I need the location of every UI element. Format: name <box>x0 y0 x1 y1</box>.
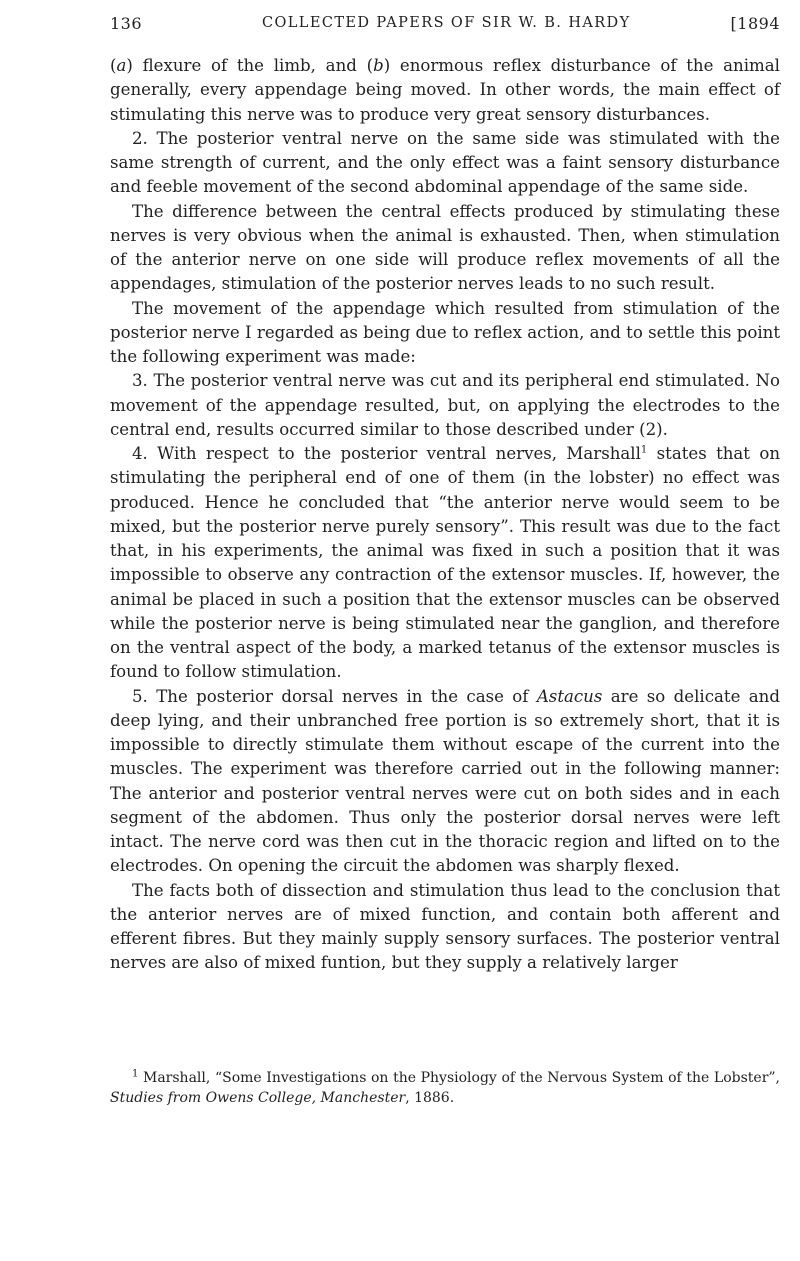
running-header <box>110 14 780 40</box>
year-marker: [1894 <box>730 14 780 33</box>
paragraph: 4. With respect to the posterior ventral nerves, Marshall$^1$ states that on stimulating the peripheral end of one of them (in the lobster) no effect was produced. Hence he concluded that “the anterior nerve would seem to be mixed, but the posterior nerve purely sensory”. This result was due to the fact that, in his experiments, the animal was fixed in such a position that it was impossible to observe any contraction of the extensor muscles. If, however, the animal be placed in such a position that the extensor muscles can be observed while the posterior nerve is being stimulated near the ganglion, and therefore on the ventral aspect of the body, a marked tetanus of the extensor muscles is found to follow stimulation. <box>110 444 781 682</box>
paragraph: 3. The posterior ventral nerve was cut and its peripheral end stimulated. No movement of the appendage resulted, but, on applying the electrodes to the central end, results occurred similar to those described under (2). <box>110 371 780 439</box>
page-number: 136 <box>110 14 143 33</box>
paragraph: The difference between the central effects produced by stimulating these nerves is very obvious when the animal is exhausted. Then, when stimulation of the anterior nerve on one side will produce reflex movements of all the appendages, stimulation of the posterior nerves leads to no such result. <box>110 201 780 294</box>
footnote-marker: 1 <box>132 1068 139 1080</box>
paragraph: The facts both of dissection and stimulation thus lead to the conclusion that the anterior nerves are of mixed function, and contain both afferent and efferent fibres. But they mainly supply sensory surfaces. The posterior ventral nerves are also of mixed funtion, but they supply a relatively larger <box>110 880 780 973</box>
italic-text: Studies from Owens College, Manchester <box>110 1090 406 1106</box>
running-title: COLLECTED PAPERS OF SIR W. B. HARDY <box>262 15 631 31</box>
footnote-text: $^1$ Marshall, “Some Investigations on the Physiology of the Nervous System of the Lobster”, Studies from Owens College, Manchester, 1886. <box>110 1068 780 1106</box>
paragraph: 5. The posterior dorsal nerves in the case of Astacus are so delicate and deep lying, and their unbranched free portion is so extremely short, that it is impossible to directly stimulate them without escape of the current into the muscles. The experiment was therefore carried out in the following manner: The anterior and posterior ventral nerves were cut on both sides and in each segment of the abdomen. Thus only the posterior dorsal nerves were left intact. The nerve cord was then cut in the thoracic region and lifted on to the electrodes. On opening the circuit the abdomen was sharply flexed. <box>110 686 780 876</box>
paragraph: (a) flexure of the limb, and (b) enormous reflex disturbance of the animal generally, every appendage being moved. In other words, the main effect of stimulating this nerve was to produce very great sensory disturbances. <box>110 56 780 124</box>
footnote <box>110 1068 780 1108</box>
italic-text: a <box>116 56 127 75</box>
footnote-marker: 1 <box>640 444 648 456</box>
body-text <box>110 54 780 976</box>
italic-text: b <box>373 56 384 75</box>
paragraph: The movement of the appendage which resulted from stimulation of the posterior nerve I regarded as being due to reflex action, and to settle this point the following experiment was made: <box>110 298 780 366</box>
paragraph: 2. The posterior ventral nerve on the same side was stimulated with the same strength of current, and the only effect was a faint sensory disturbance and feeble movement of the second abdominal appendage of the same side. <box>110 128 780 197</box>
italic-text: Astacus <box>536 686 603 706</box>
